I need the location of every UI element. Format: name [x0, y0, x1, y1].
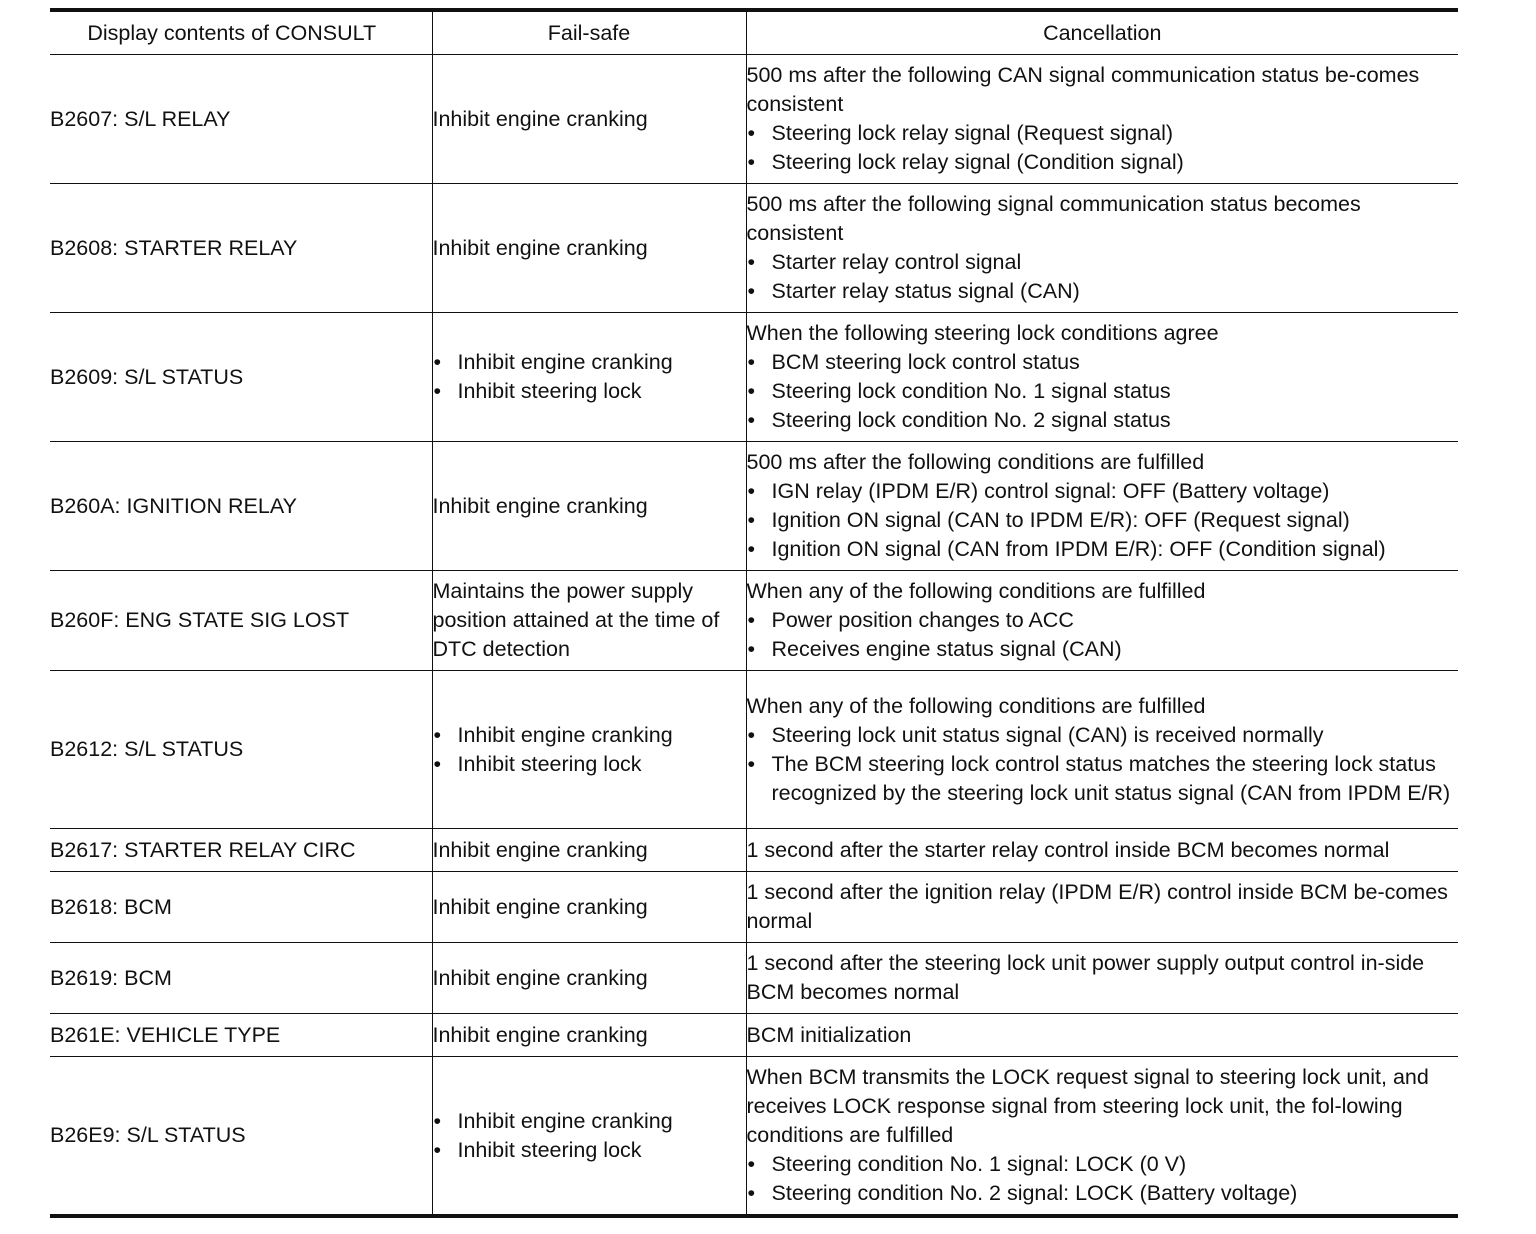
cancellation-text: When BCM transmits the LOCK request signal to steering lock unit, and receives LOCK response signal from steering lock unit, the fol-lowing conditions are fulfilled — [746, 1065, 1429, 1147]
table-row — [50, 671, 1458, 829]
cancellation-text: 500 ms after the following signal communication status becomes consistent — [746, 192, 1361, 245]
fail-safe-cell — [432, 1014, 746, 1057]
bullet-item: • Inhibit engine cranking — [433, 348, 746, 377]
fail-safe-cell — [432, 943, 746, 1014]
cancellation-cell — [746, 829, 1458, 872]
fail-safe-cell — [432, 872, 746, 943]
cancellation-bullet-list — [747, 119, 1459, 177]
fail-safe-cell — [432, 184, 746, 313]
cancellation-cell — [746, 943, 1458, 1014]
cancellation-bullet-list — [747, 248, 1459, 306]
bullet-item: • The BCM steering lock control status matches the steering lock status recognized by the steering lock unit status signal (CAN from IPDM E/R) — [747, 750, 1459, 808]
dtc-code-cell: B2617: STARTER RELAY CIRC — [50, 829, 432, 872]
table-row — [50, 829, 1458, 872]
fail-safe-text: Inhibit engine cranking — [432, 837, 648, 862]
bullet-item: • Steering lock unit status signal (CAN) is received normally — [747, 721, 1459, 750]
failsafe-table — [50, 8, 1458, 1218]
column-header-display-contents: Display contents of CONSULT — [50, 10, 432, 55]
cancellation-cell — [746, 872, 1458, 943]
dtc-code-cell: B260F: ENG STATE SIG LOST — [50, 571, 432, 671]
dtc-code-cell: B26E9: S/L STATUS — [50, 1057, 432, 1217]
bullet-item: • Inhibit engine cranking — [433, 721, 746, 750]
bullet-item: • Ignition ON signal (CAN to IPDM E/R): OFF (Request signal) — [747, 506, 1459, 535]
fail-safe-text: Inhibit engine cranking — [432, 106, 648, 131]
bullet-item: • Inhibit steering lock — [433, 1136, 746, 1165]
table-row — [50, 313, 1458, 442]
fail-safe-bullet-list — [433, 348, 746, 406]
cancellation-cell — [746, 671, 1458, 829]
bullet-item: • Steering lock condition No. 2 signal status — [747, 406, 1459, 435]
fail-safe-cell — [432, 1057, 746, 1217]
bullet-item: • Steering condition No. 2 signal: LOCK (Battery voltage) — [747, 1179, 1459, 1208]
dtc-code-cell: B261E: VEHICLE TYPE — [50, 1014, 432, 1057]
fail-safe-text: Inhibit engine cranking — [432, 235, 648, 260]
cancellation-cell — [746, 571, 1458, 671]
cancellation-cell — [746, 1057, 1458, 1217]
table-header-row — [50, 10, 1458, 55]
cancellation-text: 1 second after the ignition relay (IPDM E/R) control inside BCM be-comes normal — [746, 880, 1448, 933]
table-row — [50, 55, 1458, 184]
table-row — [50, 943, 1458, 1014]
cancellation-text: 500 ms after the following conditions are fulfilled — [746, 450, 1205, 474]
cancellation-text: BCM initialization — [746, 1022, 912, 1047]
fail-safe-cell — [432, 671, 746, 829]
table-row — [50, 872, 1458, 943]
fail-safe-text: Inhibit engine cranking — [432, 493, 648, 518]
bullet-item: • Steering lock condition No. 1 signal status — [747, 377, 1459, 406]
bullet-item: • Inhibit steering lock — [433, 377, 746, 406]
cancellation-text: 1 second after the steering lock unit power supply output control in-side BCM becomes normal — [746, 951, 1425, 1004]
bullet-item: • Ignition ON signal (CAN from IPDM E/R): OFF (Condition signal) — [747, 535, 1459, 564]
cancellation-cell — [746, 313, 1458, 442]
table-row — [50, 1057, 1458, 1217]
dtc-code-cell: B2608: STARTER RELAY — [50, 184, 432, 313]
fail-safe-bullet-list — [433, 1107, 746, 1165]
dtc-code-cell: B2607: S/L RELAY — [50, 55, 432, 184]
cancellation-text: When the following steering lock conditions agree — [746, 321, 1219, 345]
bullet-item: • IGN relay (IPDM E/R) control signal: OFF (Battery voltage) — [747, 477, 1459, 506]
cancellation-bullet-list — [747, 348, 1459, 435]
bullet-item: • Steering condition No. 1 signal: LOCK (0 V) — [747, 1150, 1459, 1179]
fail-safe-bullet-list — [433, 721, 746, 779]
cancellation-cell — [746, 1014, 1458, 1057]
bullet-item: • Inhibit steering lock — [433, 750, 746, 779]
fail-safe-cell — [432, 55, 746, 184]
dtc-code-cell: B2612: S/L STATUS — [50, 671, 432, 829]
table-row — [50, 571, 1458, 671]
failsafe-table-container — [50, 8, 1458, 1218]
dtc-code-cell: B260A: IGNITION RELAY — [50, 442, 432, 571]
fail-safe-text: Inhibit engine cranking — [432, 894, 648, 919]
bullet-item: • Steering lock relay signal (Request signal) — [747, 119, 1459, 148]
fail-safe-cell — [432, 442, 746, 571]
dtc-code-cell: B2609: S/L STATUS — [50, 313, 432, 442]
cancellation-cell — [746, 184, 1458, 313]
cancellation-bullet-list — [747, 606, 1459, 664]
bullet-item: • Steering lock relay signal (Condition signal) — [747, 148, 1459, 177]
table-row — [50, 1014, 1458, 1057]
column-header-fail-safe: Fail-safe — [432, 10, 746, 55]
table-row — [50, 184, 1458, 313]
dtc-code-cell: B2619: BCM — [50, 943, 432, 1014]
bullet-item: • Inhibit engine cranking — [433, 1107, 746, 1136]
column-header-cancellation: Cancellation — [746, 10, 1458, 55]
cancellation-cell — [746, 442, 1458, 571]
cancellation-text: 1 second after the starter relay control inside BCM becomes normal — [746, 837, 1390, 862]
fail-safe-text: Maintains the power supply position attained at the time of DTC detection — [432, 579, 720, 661]
bullet-item: • Receives engine status signal (CAN) — [747, 635, 1459, 664]
bullet-item: • Starter relay status signal (CAN) — [747, 277, 1459, 306]
cancellation-text: When any of the following conditions are fulfilled — [746, 693, 1206, 718]
fail-safe-cell — [432, 313, 746, 442]
cancellation-cell — [746, 55, 1458, 184]
dtc-code-cell: B2618: BCM — [50, 872, 432, 943]
fail-safe-text: Inhibit engine cranking — [432, 965, 648, 990]
bullet-item: • Starter relay control signal — [747, 248, 1459, 277]
bullet-item: • Power position changes to ACC — [747, 606, 1459, 635]
cancellation-text: 500 ms after the following CAN signal communication status be-comes consistent — [746, 63, 1420, 116]
cancellation-bullet-list — [747, 1150, 1459, 1208]
cancellation-bullet-list — [747, 477, 1459, 564]
fail-safe-cell — [432, 829, 746, 872]
cancellation-bullet-list — [747, 721, 1459, 808]
bullet-item: • BCM steering lock control status — [747, 348, 1459, 377]
table-row — [50, 442, 1458, 571]
fail-safe-cell — [432, 571, 746, 671]
fail-safe-text: Inhibit engine cranking — [432, 1022, 648, 1047]
cancellation-text: When any of the following conditions are fulfilled — [746, 579, 1206, 603]
